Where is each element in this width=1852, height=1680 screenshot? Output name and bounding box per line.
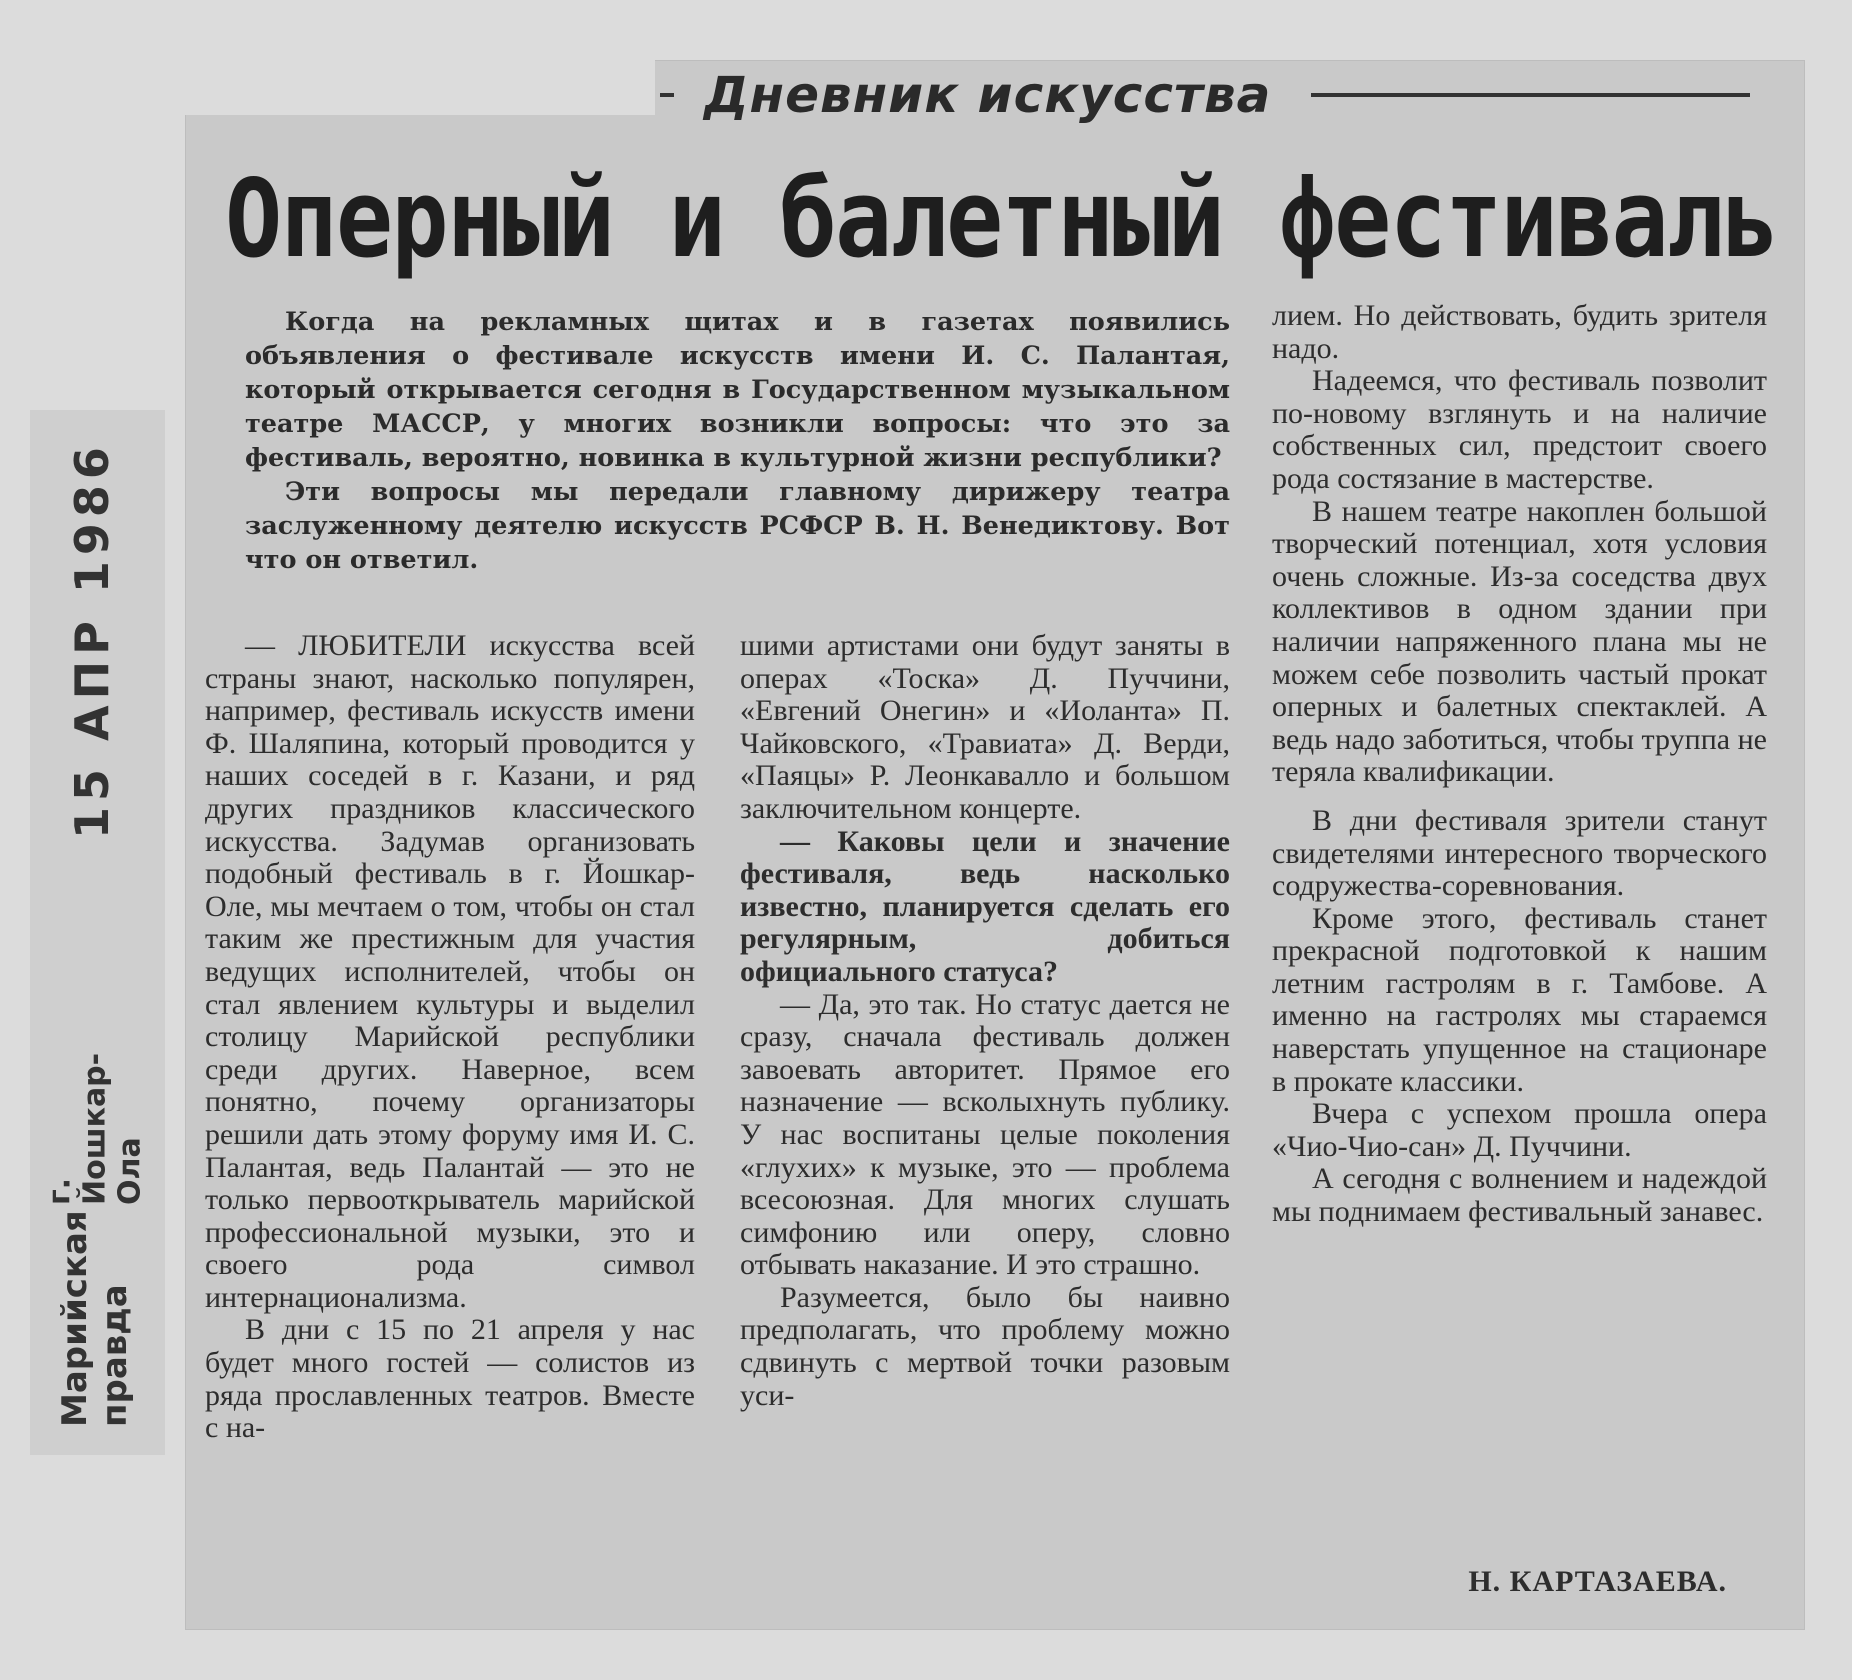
article-column-1 — [205, 630, 695, 1445]
col1-p2: В дни с 15 по 21 апреля у нас будет много гостей — солистов из ряда прославленных театров. Вместе с на- — [205, 1313, 695, 1445]
col3-p6: Вчера с успехом прошла опера «Чио-Чио-сан» Д. Пуччини. — [1272, 1097, 1767, 1163]
stamp-city: г. Йошкар-Ола — [42, 1052, 148, 1205]
col3-p5: Кроме этого, фестиваль станет прекрасной подготовкой к нашим летним гастролям в г. Тамбове. А именно на гастролях мы стараемся наверстать упущенное на стационаре в прокате классики. — [1272, 901, 1767, 1098]
stamp-newspaper: Марийская правда — [55, 1210, 135, 1428]
col2-question: — Каковы цели и значение фестиваля, ведь насколько известно, планируется сделать его регулярным, добиться официального статуса? — [740, 824, 1230, 988]
col2-p4: Разумеется, было бы наивно предполагать, что проблему можно сдвинуть с мертвой точки разовым уси- — [740, 1280, 1230, 1412]
article-column-3 — [1272, 300, 1767, 1229]
col3-p1: лием. Но действовать, будить зрителя надо. — [1272, 299, 1767, 365]
lead-p2: Эти вопросы мы передали главному дирижеру театра заслуженному деятелю искусств РСФСР В. Н. Венедиктову. Вот что он ответил. — [245, 477, 1230, 575]
col3-p7: А сегодня с волнением и надеждой мы поднимаем фестивальный занавес. — [1272, 1162, 1767, 1229]
rubric-rule — [1311, 93, 1750, 97]
rubric-header — [660, 60, 1750, 130]
col1-p1: — ЛЮБИТЕЛИ искусства всей страны знают, насколько популярен, например, фестиваль искусств имени Ф. Шаляпина, который проводится у наших соседей в г. Казани, и ряд других праздников классического искусства. Задумав организовать подобный фестиваль в г. Йошкар-Оле, мы мечтаем о том, чтобы он стал таким же престижным для участия ведущих исполнителей, чтобы он стал явлением культуры и выделил столицу Марийской республики среди других. Наверное, всем понятно, почему организаторы решили дать этому форуму имя И. С. Палантая, ведь Палантай — это не только первооткрыватель марийской профессиональной музыки, это и своего рода символ интернационализма. — [205, 629, 695, 1314]
lead-p1: Когда на рекламных щитах и в газетах появились объявления о фестивале искусств имени И. С. Палантая, который открывается сегодня в Государственном музыкальном театре МАССР, у многих возникли вопросы: что это за фестиваль, вероятно, новинка в культурной жизни республики? — [245, 307, 1230, 473]
col2-p1: шими артистами они будут заняты в операх «Тоска» Д. Пуччини, «Евгений Онегин» и «Иоланта» П. Чайковского, «Травиата» Д. Верди, «Паяцы» Р. Леонкавалло и большом заключительном концерте. — [740, 629, 1230, 825]
article-column-2 — [740, 630, 1230, 1412]
lead-paragraph — [245, 305, 1230, 577]
stamp-source — [40, 1052, 150, 1428]
col3-p2: Надеемся, что фестиваль позволит по-новому взглянуть и на наличие собственных сил, предстоит своего рода состязание в мастерстве. — [1272, 364, 1767, 495]
headline: Оперный и балетный фестиваль — [225, 157, 1778, 282]
author-byline: Н. КАРТАЗАЕВА. — [1468, 1565, 1727, 1598]
col3-p3: В нашем театре накоплен большой творческий потенциал, хотя условия очень сложные. Из-за соседства двух коллективов в одном здании при наличии напряженного плана мы не можем себе позволить частый прокат оперных и балетных спектаклей. А ведь надо заботиться, чтобы труппа не теряла квалификации. — [1272, 494, 1767, 789]
stamp-date: 15 АПР 1986 — [65, 441, 119, 839]
rubric-title: Дневник искусства — [704, 66, 1272, 124]
col3-p4: В дни фестиваля зрители станут свидетелями интересного творческого содружества-соревнования. — [1272, 803, 1767, 903]
rubric-dash — [660, 93, 674, 97]
col2-p3: — Да, это так. Но статус дается не сразу, сначала фестиваль должен завоевать авторитет. Прямое его назначение — всколыхнуть публику. У нас воспитаны целые поколения «глухих» к музыке, это — проблема всесоюзная. Для многих слушать симфонию или оперу, словно отбывать наказание. И это страшно. — [740, 987, 1230, 1282]
